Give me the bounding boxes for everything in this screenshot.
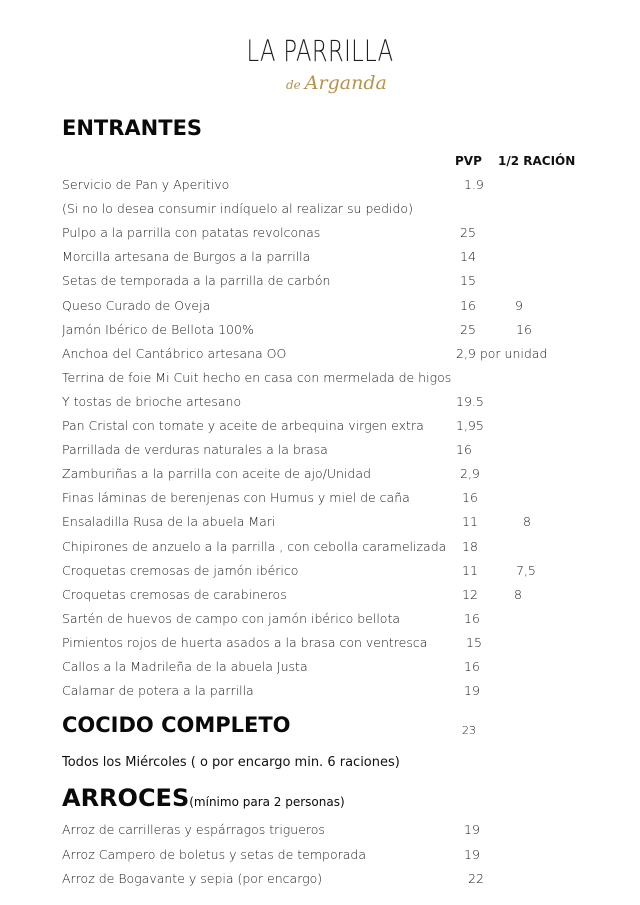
logo-subtitle [286, 72, 406, 94]
menu-item-price: 19 [464, 683, 480, 698]
rice-item-name: Arroz Campero de boletus y setas de temporada [62, 847, 367, 862]
arroces-heading [62, 784, 345, 812]
cocido-heading: COCIDO COMPLETO [62, 713, 291, 737]
menu-item-price: 14 [460, 249, 476, 264]
rice-item-name: Arroz de Bogavante y sepia (por encargo) [62, 871, 323, 886]
menu-item-price: 15 [466, 635, 482, 650]
menu-item-price: 12 [462, 587, 478, 602]
menu-item-name: Jamón Ibérico de Bellota 100% [62, 322, 254, 337]
menu-item-name: (Si no lo desea consumir indíquelo al realizar su pedido) [62, 201, 413, 216]
menu-item-price: 16 [464, 611, 480, 626]
menu-item-name: Finas láminas de berenjenas con Humus y miel de caña [62, 490, 410, 505]
arroces-title: ARROCES [62, 784, 190, 812]
menu-item-price: 25 [460, 322, 476, 337]
menu-item-half-price: 8 [523, 514, 531, 529]
menu-item-name: Sartén de huevos de campo con jamón ibérico bellota [62, 611, 401, 626]
menu-item-price: 16 [462, 490, 478, 505]
rice-item-price: 19 [464, 847, 480, 862]
menu-item-name: Terrina de foie Mi Cuit hecho en casa con mermelada de higos [62, 370, 452, 385]
menu-item-price: 16 [456, 442, 472, 457]
menu-item-name: Zamburiñas a la parrilla con aceite de ajo/Unidad [62, 466, 371, 481]
menu-item-price: 19.5 [456, 394, 484, 409]
menu-item-name: Ensaladilla Rusa de la abuela Mari [62, 514, 276, 529]
menu-item-price: 1.9 [464, 177, 484, 192]
menu-item-price: 11 [462, 514, 478, 529]
menu-item-half-price: 7,5 [516, 563, 536, 578]
menu-item-name: Servicio de Pan y Aperitivo [62, 177, 230, 192]
menu-item-name: Pulpo a la parrilla con patatas revolconas [62, 225, 321, 240]
arroces-note: (mínimo para 2 personas) [189, 795, 345, 809]
menu-item-name: Croquetas cremosas de jamón ibérico [62, 563, 299, 578]
menu-item-name: Morcilla artesana de Burgos a la parrilla [62, 249, 311, 264]
menu-item-name: Calamar de potera a la parrilla [62, 683, 254, 698]
menu-item-half-price: 8 [514, 587, 522, 602]
menu-item-name: Pan Cristal con tomate y aceite de arbequina virgen extra [62, 418, 424, 433]
menu-item-price: 2,9 por unidad [456, 346, 548, 361]
menu-item-price: 25 [460, 225, 476, 240]
logo-de: de [286, 78, 301, 92]
menu-item-price: 18 [462, 539, 478, 554]
menu-item-price: 16 [464, 659, 480, 674]
menu-item-name: Chipirones de anzuelo a la parrilla , con cebolla caramelizada [62, 539, 447, 554]
menu-item-name: Setas de temporada a la parrilla de carbón [62, 273, 331, 288]
menu-item-name: Croquetas cremosas de carabineros [62, 587, 287, 602]
entrantes-heading: ENTRANTES [62, 116, 203, 140]
logo-place: Arganda [304, 72, 387, 94]
menu-item-name: Queso Curado de Oveja [62, 298, 211, 313]
menu-item-price: 2,9 [460, 466, 480, 481]
menu-item-price: 16 [460, 298, 476, 313]
menu-item-price: 11 [462, 563, 478, 578]
logo-title: LA PARRILLA [246, 34, 394, 68]
menu-item-name: Y tostas de brioche artesano [62, 394, 242, 409]
menu-item-name: Anchoa del Cantábrico artesana OO [62, 346, 287, 361]
rice-item-name: Arroz de carrilleras y espárragos trigueros [62, 822, 325, 837]
menu-item-name: Pimientos rojos de huerta asados a la brasa con ventresca [62, 635, 428, 650]
rice-item-price: 22 [468, 871, 484, 886]
rice-item-price: 19 [464, 822, 480, 837]
menu-item-price: 15 [460, 273, 476, 288]
half-ration-column-header: 1/2 RACIÓN [498, 154, 576, 168]
menu-item-half-price: 16 [516, 322, 532, 337]
menu-item-name: Parrillada de verduras naturales a la brasa [62, 442, 328, 457]
cocido-price: 23 [462, 724, 476, 737]
cocido-note: Todos los Miércoles ( o por encargo min. 6 raciones) [62, 755, 400, 770]
pvp-column-header: PVP [455, 154, 482, 168]
menu-item-half-price: 9 [515, 298, 523, 313]
menu-item-name: Callos a la Madrileña de la abuela Justa [62, 659, 308, 674]
menu-item-price: 1,95 [456, 418, 484, 433]
restaurant-logo [0, 28, 640, 108]
